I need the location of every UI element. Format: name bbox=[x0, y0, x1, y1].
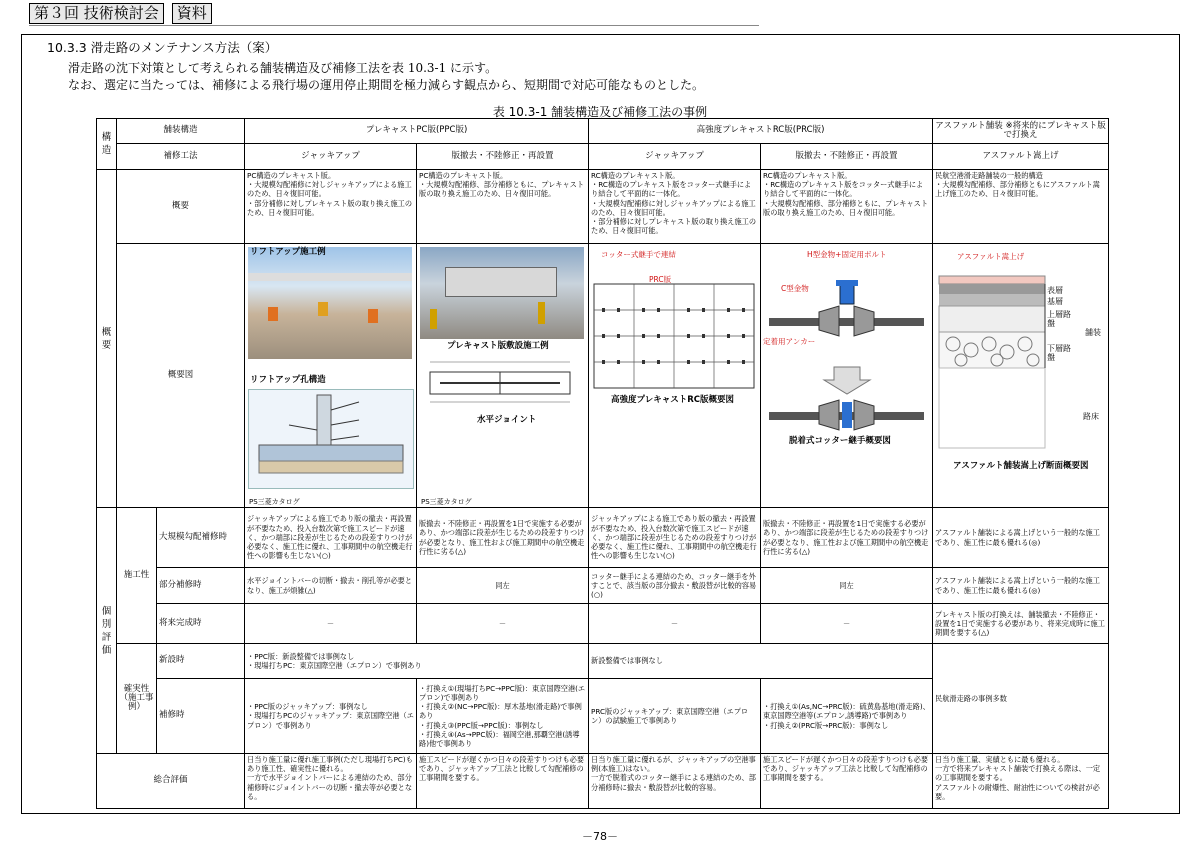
prc-slab-plan-drawing bbox=[592, 282, 758, 392]
part-prc-replace: 同左 bbox=[761, 568, 933, 604]
section-title: 10.3.3 滑走路のメンテナンス方法（案） bbox=[47, 40, 278, 55]
group-reliability: 確実性（施工事例） bbox=[117, 644, 157, 754]
fig-asp-layer5: 路床 bbox=[1083, 412, 1100, 421]
repair-ppc-replace: ・打換え①(現場打ちPC→PPC版)：東京国際空港(エプロン)で事例あり ・打換え②(NC→PPC版)：厚木基地(滑走路)で事例あり ・打換え③(PPC版→PPC版)：事例なし ・打換え④(As→PPC版)：福岡空港,那覇空港(誘導路)他で事例あり bbox=[417, 679, 589, 754]
header-pavement-structure: 舗装構造 bbox=[117, 119, 245, 144]
overview-prc-replace: RC構造のプレキャスト版。 ・RC構造のプレキャスト版をコッター式継手により結合して平面的に一体化。 ・大規模勾配補修、部分補修ともに、プレキャスト版の取り換え施工のため、日々復旧可能。 bbox=[761, 170, 933, 244]
intro-text bbox=[68, 60, 704, 94]
figure-asphalt bbox=[933, 244, 1109, 508]
overall-prc-jackup: 日当り施工量に優れるが、ジャッキアップの空港事例(本施工)はない。 一方で脱着式のコッター継手による連結のため、部分補修時に撤去・敷設替が比較的容易。 bbox=[589, 754, 761, 809]
part-ppc-jackup: 水平ジョイントバーの切断・撤去・削孔等が必要となり、施工が煩雑(△) bbox=[245, 568, 417, 604]
fig-asp-layer4: 下層路盤 bbox=[1047, 344, 1072, 363]
new-ppc: ・PPC版：新設整備では事例なし ・現場打ちPC：東京国際空港（エプロン）で事例あり bbox=[245, 644, 589, 679]
future-ppc-jackup: － bbox=[245, 604, 417, 644]
row-new-construction: 新設時 bbox=[157, 644, 245, 679]
diagram-liftup-hole bbox=[248, 389, 414, 489]
fig-asp-label: アスファルト嵩上げ bbox=[957, 252, 1025, 261]
intro-line-1: 滑走路の沈下対策として考えられる舗装構造及び補修工法を表 10.3-1 に示す。 bbox=[68, 61, 498, 75]
group-overview: 概要 bbox=[97, 170, 117, 508]
fig-prc-jackup-label1: コッター式継手で連結 bbox=[601, 250, 676, 259]
overall-ppc-replace: 施工スピードが遅くかつ日々の段差すりつけも必要であり、ジャッキアップ工法と比較して勾配補修の工事期間を要する。 bbox=[417, 754, 589, 809]
overview-ppc-jackup: PC構造のプレキャスト版。 ・大規模勾配補修に対しジャッキアップによる施工のため、日々復旧可能。 ・部分補修に対しプレキャスト版の取り換え施工のため、日々復旧可能。 bbox=[245, 170, 417, 244]
overview-asphalt: 民航空港滑走路舗装の一般的構造 ・大規模勾配補修、部分補修ともにアスファルト嵩上げ施工のため、日々復旧可能。 bbox=[933, 170, 1109, 244]
fig-asp-layer2: 基層 bbox=[1047, 297, 1064, 306]
part-ppc-replace: 同左 bbox=[417, 568, 589, 604]
large-prc-replace: 版撤去・不陸修正・再設置を1日で実施する必要があり、かつ端部に段差が生じるための段差すりつけが必要となり、施工性および施工期間中の航空機走行性に劣る(△) bbox=[761, 508, 933, 568]
cotter-joint-drawing bbox=[764, 262, 930, 452]
future-prc-jackup: － bbox=[589, 604, 761, 644]
overall-prc-replace: 施工スピードが遅くかつ日々の段差すりつけも必要であり、ジャッキアップ工法と比較して勾配補修の工事期間を要する。 bbox=[761, 754, 933, 809]
photo-precast-laying bbox=[420, 247, 584, 339]
fig-ppc-replace-sub: 水平ジョイント bbox=[477, 415, 537, 425]
new-prc: 新設整備では事例なし bbox=[589, 644, 933, 679]
fig-asp-layer3: 上層路盤 bbox=[1047, 310, 1072, 329]
horizontal-joint-drawing bbox=[420, 354, 584, 414]
fig-prc-rep-label3: 定着用アンカー bbox=[763, 337, 816, 346]
row-repair: 補修時 bbox=[157, 679, 245, 754]
method-ppc-jackup: ジャッキアップ bbox=[245, 144, 417, 170]
part-asphalt: アスファルト舗装による嵩上げという一般的な施工であり、施工性に最も優れる(◎) bbox=[933, 568, 1109, 604]
row-partial-repair: 部分補修時 bbox=[157, 568, 245, 604]
row-future: 将来完成時 bbox=[157, 604, 245, 644]
future-ppc-replace: － bbox=[417, 604, 589, 644]
fig-prc-rep-caption: 脱着式コッター継手概要図 bbox=[789, 436, 891, 446]
table-title: 表 10.3-1 舗装構造及び補修工法の事例 bbox=[492, 105, 708, 119]
document-tag: 資料 bbox=[172, 3, 212, 24]
repair-prc-replace: ・打換え①(As,NC→PRC版)：硫黄島基地(滑走路)、東京国際空港等(エプロン,誘導路)で事例あり ・打換え②(PRC版→PRC版)：事例なし bbox=[761, 679, 933, 754]
overview-prc-jackup: RC構造のプレキャスト版。 ・RC構造のプレキャスト版をコッター式継手により結合して平面的に一体化。 ・大規模勾配補修に対しジャッキアップによる施工のため、日々復旧可能。 ・部分補修に対しプレキャスト版の取り換え施工のため、日々復旧可能。 bbox=[589, 170, 761, 244]
header-rule bbox=[29, 25, 759, 26]
comparison-table bbox=[96, 118, 1109, 809]
overview-ppc-replace: PC構造のプレキャスト版。 ・大規模勾配補修、部分補修ともに、プレキャスト版の取り換え施工のため、日々復旧可能。 bbox=[417, 170, 589, 244]
asphalt-section-drawing bbox=[933, 264, 1108, 454]
fig-prc-jackup-label2: PRC版 bbox=[649, 275, 672, 284]
figure-prc-replace bbox=[761, 244, 933, 508]
method-asphalt: アスファルト嵩上げ bbox=[933, 144, 1109, 170]
large-ppc-replace: 版撤去・不陸修正・再設置を1日で実施する必要があり、かつ端部に段差が生じるための段差すりつけが必要となり、施工性および施工期間中の航空機走行性に劣る(△) bbox=[417, 508, 589, 568]
future-prc-replace: － bbox=[761, 604, 933, 644]
fig-prc-rep-label2: C型金物 bbox=[781, 284, 809, 293]
figure-ppc-jackup bbox=[245, 244, 417, 508]
overall-ppc-jackup: 日当り施工量に優れ施工事例(ただし現場打ちPC)もあり施工性、確実性に優れる。 一方で水平ジョイントバーによる連結のため、部分補修時にジョイントバーの切断・撤去等が必要となる。 bbox=[245, 754, 417, 809]
method-ppc-replace: 版撤去・不陸修正・再設置 bbox=[417, 144, 589, 170]
fig-asp-caption: アスファルト舗装嵩上げ断面概要図 bbox=[953, 461, 1089, 471]
fig-ppc-replace-title: プレキャスト版敷設施工例 bbox=[447, 341, 549, 351]
fig-ppc-jackup-sub: リフトアップ孔構造 bbox=[250, 375, 326, 385]
page-number: －78－ bbox=[582, 830, 618, 843]
fig-ppc-src1: PS三菱カタログ bbox=[249, 498, 300, 506]
intro-line-2: なお、選定に当たっては、補修による飛行場の運用停止期間を極力減らす観点から、短期間で対応可能なものとした。 bbox=[68, 78, 705, 92]
group-individual: 個別評価 bbox=[97, 508, 117, 754]
case-asphalt: 民航滑走路の事例多数 bbox=[933, 644, 1109, 754]
future-asphalt: プレキャスト版の打換えは、舗装撤去・不陸修正・設置を1日で実施する必要があり、将来完成時に施工期間を要する(△) bbox=[933, 604, 1109, 644]
meeting-tag: 第３回 技術検討会 bbox=[29, 3, 164, 24]
method-prc-jackup: ジャッキアップ bbox=[589, 144, 761, 170]
large-asphalt: アスファルト舗装による嵩上げという一般的な施工であり、施工性に最も優れる(◎) bbox=[933, 508, 1109, 568]
fig-asp-layer1: 表層 bbox=[1047, 286, 1064, 295]
row-large-repair: 大規模勾配補修時 bbox=[157, 508, 245, 568]
figure-prc-jackup bbox=[589, 244, 761, 508]
header-asphalt: アスファルト舗装 ※将来的にプレキャスト版で打換え bbox=[933, 119, 1109, 144]
fig-ppc-jackup-title: リフトアップ施工例 bbox=[250, 247, 326, 257]
figure-ppc-replace bbox=[417, 244, 589, 508]
fig-prc-jackup-caption: 高強度プレキャストRC版概要図 bbox=[611, 395, 734, 405]
row-overall: 総合評価 bbox=[97, 754, 245, 809]
large-prc-jackup: ジャッキアップによる施工であり版の撤去・再設置が不要なため、投入台数次第で施工スピードが速く、かつ端部に段差が生じるための段差すりつけが必要なく、施工性に優れ、工事期間中の航空機走行性への影響も生じない(○) bbox=[589, 508, 761, 568]
repair-prc-jackup: PRC版のジャッキアップ：東京国際空港（エプロン）の試験施工で事例あり bbox=[589, 679, 761, 754]
header-structure: 構造 bbox=[97, 119, 117, 170]
repair-ppc-jackup: ・PPC版のジャッキアップ：事例なし ・現場打ちPCのジャッキアップ：東京国際空港（エプロン）で事例あり bbox=[245, 679, 417, 754]
part-prc-jackup: コッター継手による連結のため、コッター継手を外すことで、該当版の部分撤去・敷設替が比較的容易(○) bbox=[589, 568, 761, 604]
row-overview-figure: 概要図 bbox=[117, 244, 245, 508]
header-ppc: プレキャストPC版(PPC版) bbox=[245, 119, 589, 144]
photo-liftup bbox=[248, 247, 412, 359]
method-prc-replace: 版撤去・不陸修正・再設置 bbox=[761, 144, 933, 170]
header-repair-method: 補修工法 bbox=[117, 144, 245, 170]
fig-ppc-src2: PS三菱カタログ bbox=[421, 498, 472, 506]
overall-asphalt: 日当り施工量、実績ともに最も優れる。 一方で将来プレキャスト舗装で打換える際は、一定の工事期間を要する。 アスファルトの耐爆性、耐油性についての検討が必要。 bbox=[933, 754, 1109, 809]
header-prc: 高強度プレキャストRC版(PRC版) bbox=[589, 119, 933, 144]
fig-asp-right: 舗装 bbox=[1085, 328, 1102, 337]
fig-prc-rep-label1: H型金物+固定用ボルト bbox=[807, 250, 887, 259]
large-ppc-jackup: ジャッキアップによる施工であり版の撤去・再設置が不要なため、投入台数次第で施工スピードが速く、かつ端部に段差が生じるための段差すりつけが必要なく、施工性に優れ、工事期間中の航空機走行性への影響も生じない(○) bbox=[245, 508, 417, 568]
group-constructability: 施工性 bbox=[117, 508, 157, 644]
liftup-hole-drawing bbox=[249, 390, 413, 488]
row-overview: 概要 bbox=[117, 170, 245, 244]
